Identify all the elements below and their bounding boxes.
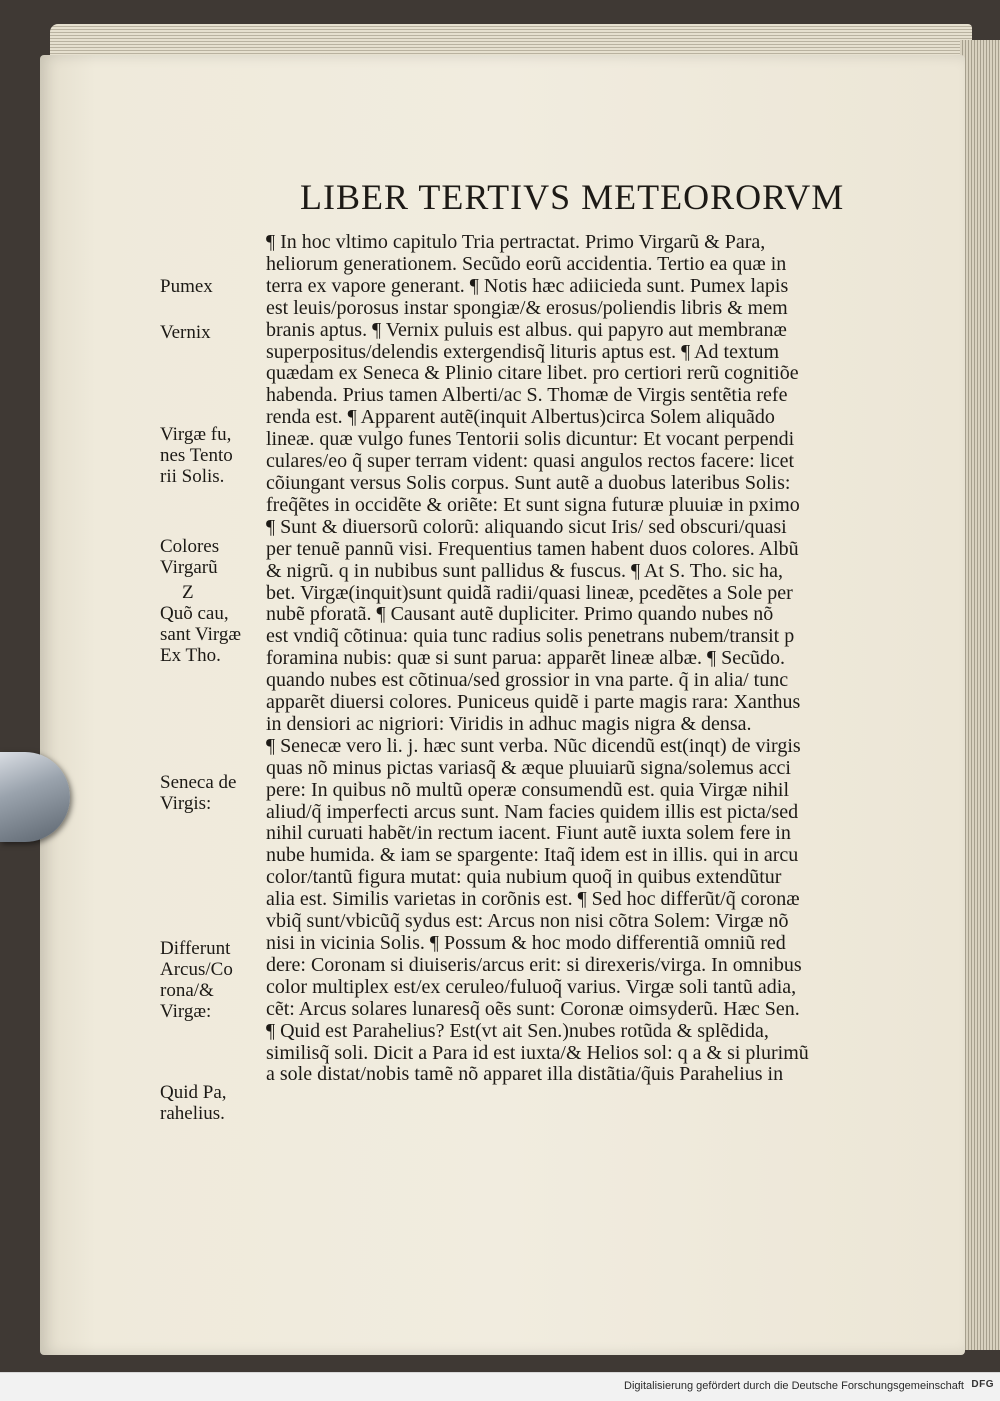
marginal-line: Virgæ fu,: [160, 424, 232, 445]
text-line: per tenuẽ pannũ visi. Frequentius tamen habent duos colores. Albũ: [266, 538, 799, 560]
marginal-line: Ex Tho.: [160, 645, 221, 666]
marginal-line: Arcus/Co: [160, 959, 233, 980]
funding-credit: Digitalisierung gefördert durch die Deutsche Forschungsgemeinschaft: [624, 1380, 964, 1392]
text-line: renda est. ¶ Apparent autẽ(inquit Albertus)circa Solem aliquãdo: [266, 407, 775, 429]
marginal-line: rahelius.: [160, 1103, 225, 1124]
text-line: alia est. Similis varietas in corõnis est. ¶ Sed hoc differũt/q̃ coronæ: [266, 889, 800, 911]
text-line: ¶ Senecæ vero li. j. hæc sunt verba. Nũc dicendũ est(inqt) de virgis: [266, 735, 801, 757]
text-line: nisi in vicinia Solis. ¶ Possum & hoc modo differentiã omniũ red: [266, 933, 786, 954]
text-line: est leuis/porosus instar spongiæ/& erosus/poliendis libris & mem: [266, 297, 788, 319]
text-line: ¶ Sunt & diuersorũ colorũ: aliquando sicut Iris/ sed obscuri/quasi: [266, 516, 787, 538]
text-line: culares/eo q̃ super terram vident: quasi angulos rectos facere: licet: [266, 451, 795, 473]
marginal-note: [160, 938, 272, 1022]
marginal-note: [160, 772, 272, 814]
text-line: ¶ In hoc vltimo capitulo Tria pertractat. Primo Virgarũ & Para,: [266, 232, 766, 253]
text-line: pere: In quibus nõ multũ operæ consumendũ est. quia Virgæ nihil: [266, 779, 790, 801]
text-line: terra ex vapore generant. ¶ Notis hæc adiicieda sunt. Pumex lapis: [266, 275, 789, 297]
marginal-line: Virgis:: [160, 793, 212, 814]
footer-bar: [0, 1372, 1000, 1401]
marginal-line: sant Virgæ: [160, 624, 242, 645]
book-side-edge: [960, 40, 1000, 1350]
marginal-note: [160, 276, 272, 297]
text-line: cõiungant versus Solis corpus. Sunt autẽ a duobus lateribus Solis:: [266, 472, 791, 494]
text-line: vbiq̃ sunt/vbicũq̃ sydus est: Arcus non nisi cõtra Solem: Virgæ nõ: [266, 911, 789, 933]
text-line: heliorum generationem. Secũdo eorũ accidentia. Tertio ea quæ in: [266, 253, 787, 275]
text-line: ¶ Quid est Parahelius? Est(vt ait Sen.)nubes rotũda & splẽdida,: [266, 1020, 769, 1042]
main-text-block: [266, 232, 891, 1086]
marginal-line: Seneca de: [160, 772, 237, 793]
text-line: nihil curuati habẽt/in rectum iacent. Fiunt autẽ iuxta solem fere in: [266, 823, 791, 845]
text-line: cẽt: Arcus solares lunaresq̃ oẽs sunt: Coronæ oimsyderũ. Hæc Sen.: [266, 998, 800, 1020]
text-line: a sole distat/nobis tamẽ nõ apparet illa distãtia/q̃uis Parahelius in: [266, 1064, 784, 1086]
marginal-note: [160, 1082, 272, 1124]
text-line: quædam ex Seneca & Plinio citare libet. pro certiori rerũ cognitiõe: [266, 363, 799, 385]
text-line: superpositus/delendis extergendisq̃ lituris aptus est. ¶ Ad textum: [266, 341, 780, 363]
text-line: dere: Coronam si diuiseris/arcus erit: si direxeris/virga. In omnibus: [266, 954, 802, 976]
marginal-line: Virgarũ: [160, 557, 218, 578]
running-head: LIBER TERTIVS METEORORVM: [300, 177, 845, 217]
marginal-line: Pumex: [160, 276, 213, 297]
text-line: bet. Virgæ(inquit)sunt quidã radii/quasi lineæ, pcedẽtes a Sole per: [266, 582, 793, 604]
marginal-note: [160, 322, 272, 343]
text-line: lineæ. quæ vulgo funes Tentorii solis dicuntur: Et vocant perpendi: [266, 429, 795, 451]
text-line: nubẽ pforatã. ¶ Causant autẽ dupliciter. Primo quando nubes nõ: [266, 604, 774, 626]
text-line: color multiplex est/ex ceruleo/fuluoq̃ varius. Virgæ soli tantũ adia,: [266, 976, 797, 998]
marginal-line: rona/&: [160, 980, 214, 1001]
marginal-line: rii Solis.: [160, 466, 225, 487]
text-line: quas nõ minus pictas variasq̃ & æque pluuiarũ signa/solemus acci: [266, 757, 791, 779]
marginal-line: nes Tento: [160, 445, 233, 466]
text-line: in densiori ac nigriori: Viridis in adhuc magis nigra & densa.: [266, 713, 752, 735]
text-line: & nigrũ. q in nubibus sunt pallidus & fuscus. ¶ At S. Tho. sic ha,: [266, 560, 784, 582]
text-line: nube humida. & iam se spargente: Itaq̃ idem est in illis. qui in arcu: [266, 845, 799, 867]
marginal-line: Vernix: [160, 322, 211, 343]
marginal-note: [160, 424, 272, 487]
text-line: quando nubes est cõtinua/sed grossior in vna parte. q̃ in alia/ tunc: [266, 670, 789, 692]
text-line: habenda. Prius tamen Alberti/ac S. Thomæ de Virgis sentẽtia refe: [266, 385, 788, 407]
marginal-line: Z: [182, 582, 194, 603]
marginal-line: Quid Pa,: [160, 1082, 227, 1103]
text-line: aliud/q̃ imperfecti arcus sunt. Nam facies quidem illis est picta/sed: [266, 801, 799, 823]
text-line: branis aptus. ¶ Vernix puluis est albus. qui papyro aut membranæ: [266, 319, 787, 341]
dfg-logo: DFG: [971, 1379, 994, 1390]
text-line: color/tantũ figura mutat: quia nubium quoq̃ in quibus extendũtur: [266, 867, 782, 889]
marginal-line: Quõ cau,: [160, 603, 229, 624]
marginal-note: [160, 536, 272, 578]
text-line: est vndiq̃ cõtinua: quia tunc radius solis penetrans nubem/transit p: [266, 626, 795, 648]
text-line: freq̃ẽtes in occidẽte & oriẽte: Et sunt signa futuræ pluuiæ in pximo: [266, 494, 800, 516]
text-line: apparẽt diuersi colores. Puniceus quidẽ i parte magis rara: Xanthus: [266, 692, 801, 714]
marginal-line: Colores: [160, 536, 220, 557]
marginal-line: Differunt: [160, 938, 231, 959]
marginal-line: Virgæ:: [160, 1001, 212, 1022]
text-line: similisq̃ soli. Dicit a Para id est iuxta/& Helios sol: q a & si plurimũ: [266, 1042, 809, 1064]
marginal-note: [160, 582, 272, 666]
text-line: foramina nubis: quæ si sunt parua: apparẽt lineæ albæ. ¶ Secũdo.: [266, 648, 785, 670]
